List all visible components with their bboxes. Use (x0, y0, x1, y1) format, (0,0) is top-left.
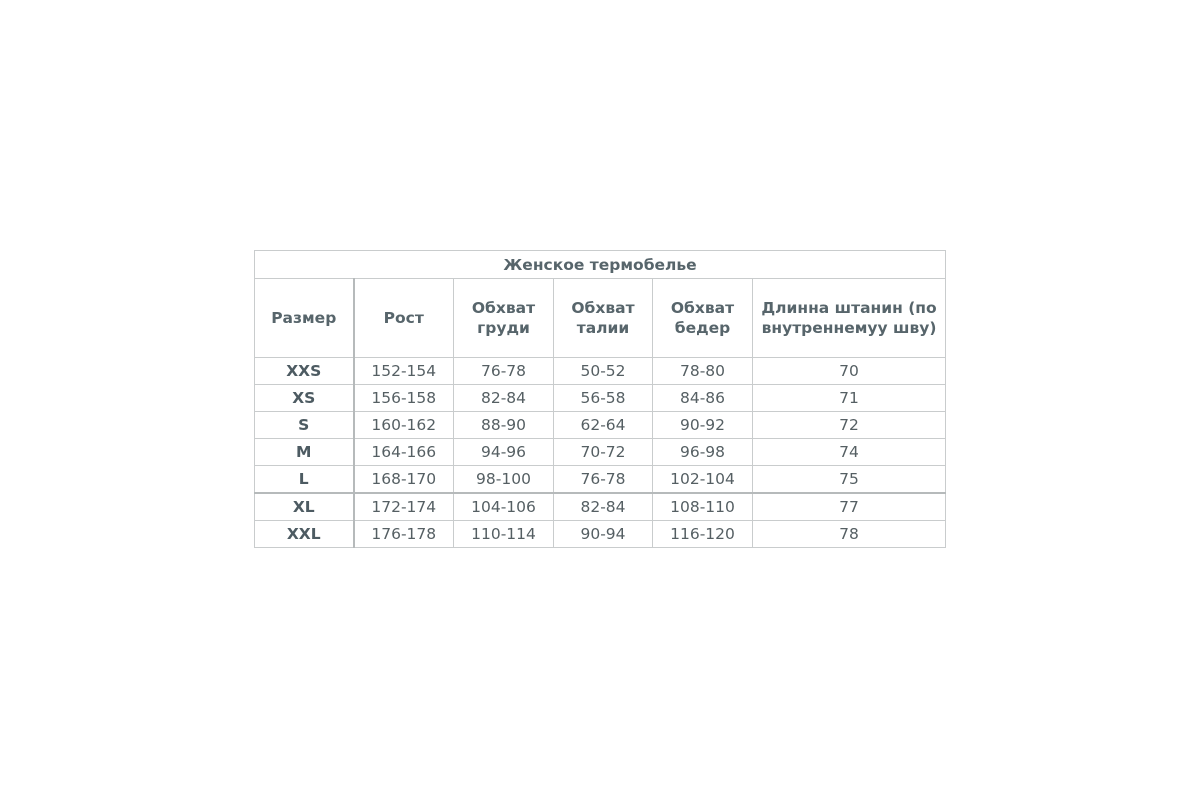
header-inseam: Длинна штанин (по внутреннемуу шву) (753, 279, 946, 358)
hips-cell: 90-92 (653, 412, 753, 439)
size-cell: XXL (255, 521, 354, 548)
header-chest: Обхват груди (454, 279, 554, 358)
table-row (255, 385, 946, 412)
hips-cell: 102-104 (653, 466, 753, 494)
waist-cell: 56-58 (554, 385, 653, 412)
height-cell: 160-162 (354, 412, 454, 439)
height-cell: 156-158 (354, 385, 454, 412)
waist-cell: 62-64 (554, 412, 653, 439)
hips-cell: 96-98 (653, 439, 753, 466)
table-row (255, 466, 946, 494)
waist-cell: 70-72 (554, 439, 653, 466)
chest-cell: 98-100 (454, 466, 554, 494)
table-row (255, 521, 946, 548)
inseam-cell: 78 (753, 521, 946, 548)
inseam-cell: 70 (753, 358, 946, 385)
size-cell: XL (255, 493, 354, 521)
height-cell: 172-174 (354, 493, 454, 521)
size-cell: XS (255, 385, 354, 412)
header-size: Размер (255, 279, 354, 358)
hips-cell: 116-120 (653, 521, 753, 548)
header-hips: Обхват бедер (653, 279, 753, 358)
inseam-cell: 71 (753, 385, 946, 412)
table-row (255, 358, 946, 385)
height-cell: 176-178 (354, 521, 454, 548)
size-cell: L (255, 466, 354, 494)
hips-cell: 108-110 (653, 493, 753, 521)
size-cell: XXS (255, 358, 354, 385)
table-row (255, 412, 946, 439)
waist-cell: 50-52 (554, 358, 653, 385)
waist-cell: 76-78 (554, 466, 653, 494)
header-waist: Обхват талии (554, 279, 653, 358)
chest-cell: 76-78 (454, 358, 554, 385)
size-chart-table (254, 250, 946, 548)
waist-cell: 82-84 (554, 493, 653, 521)
table-row (255, 493, 946, 521)
size-cell: M (255, 439, 354, 466)
inseam-cell: 74 (753, 439, 946, 466)
table-title: Женское термобелье (255, 251, 946, 279)
chest-cell: 82-84 (454, 385, 554, 412)
chest-cell: 110-114 (454, 521, 554, 548)
table-row (255, 439, 946, 466)
header-height: Рост (354, 279, 454, 358)
hips-cell: 84-86 (653, 385, 753, 412)
height-cell: 152-154 (354, 358, 454, 385)
chest-cell: 88-90 (454, 412, 554, 439)
inseam-cell: 77 (753, 493, 946, 521)
inseam-cell: 75 (753, 466, 946, 494)
hips-cell: 78-80 (653, 358, 753, 385)
size-cell: S (255, 412, 354, 439)
waist-cell: 90-94 (554, 521, 653, 548)
chest-cell: 94-96 (454, 439, 554, 466)
height-cell: 164-166 (354, 439, 454, 466)
inseam-cell: 72 (753, 412, 946, 439)
height-cell: 168-170 (354, 466, 454, 494)
header-row (255, 279, 946, 358)
chest-cell: 104-106 (454, 493, 554, 521)
